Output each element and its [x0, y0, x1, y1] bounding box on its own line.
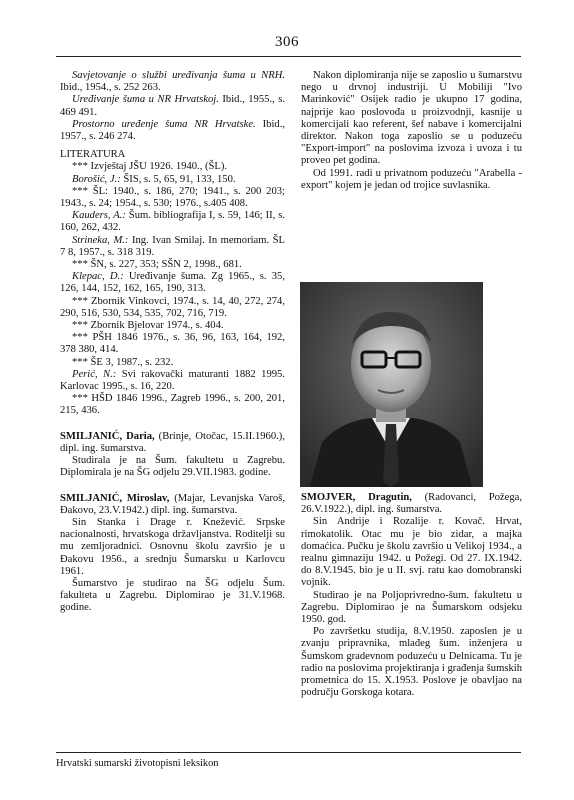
literature-item: *** Izvještaj JŠU 1926. 1940., (ŠL).	[72, 161, 228, 173]
reference-item: Uređivanje šuma u NR Hrvatskoj. Ibid., 1955., s. 469 491.	[60, 94, 285, 118]
entry-smiljanic-miroslav	[60, 493, 285, 615]
entry-body: Sin Andrije i Rozalije r. Kovač. Hrvat, rimokatolik. Otac mu je bio zidar, a majka domaćica. Pučku je školu završio u Velikoj 1934., a realnu gimnaziju 1942. u Požegi. Od 27. IX.1942. do 8.V.1945. bio je u II. svj. ratu kao domobranski vojnik.	[301, 516, 522, 589]
reference-item: Savjetovanje o službi uređivanja šuma u NRH. Ibid., 1954., s. 252 263.	[60, 70, 285, 94]
reference-item: Prostorno uređenje šuma NR Hrvatske. Ibid., 1957., s. 246 274.	[60, 118, 285, 143]
entry-body: Studirao je na Poljoprivredno-šum. fakultetu u Zagrebu. Diplomirao je na Šumarskom odsjeku 1950. god.	[301, 589, 522, 626]
prior-references	[60, 70, 285, 143]
literature-item: Klepac, D.: Uređivanje šuma. Zg 1965., s. 35, 126, 144, 152, 162, 165, 190, 313.	[60, 271, 285, 295]
literature-item: Kauders, A.: Šum. bibliografija I, s. 59, 146; II, s. 160, 262, 432.	[60, 210, 285, 234]
literature-item: *** HŠD 1846 1996., Zagreb 1996., s. 200, 201, 215, 436.	[60, 393, 285, 417]
entry-body: Šumarstvo je studirao na ŠG odjelu Šum. fakulteta u Zagrebu. Diplomirao je 31.V.1968. godine.	[60, 577, 285, 614]
footer-rule	[56, 752, 521, 753]
entry-heading: SMOJVER, Dragutin, (Radovanci, Požega, 26.V.1922.), dipl. ing. šumarstva.	[301, 492, 522, 516]
portrait-photo	[300, 282, 483, 487]
right-column	[301, 70, 522, 192]
literature-list	[60, 149, 285, 417]
literature-item: *** PŠH 1846 1976., s. 36, 96, 163, 164, 192, 378 380, 414.	[60, 332, 285, 356]
header-rule	[56, 56, 521, 57]
entry-body: Sin Stanka i Drage r. Knežević. Srpske nacionalnosti, hrvatskoga državljanstva. Roditelji su mu zemljoradnici. Osnovnu školu završio je u Đakovu 1956., a srednju Šumarsku u Karlovcu 1961.	[60, 516, 285, 577]
literature-item: *** Zbornik Bjelovar 1974., s. 404.	[72, 320, 224, 332]
portrait-image	[300, 282, 483, 487]
entry-body: Studirala je na Šum. fakultetu u Zagrebu. Diplomirala je na ŠG odjelu 29.VII.1983. godine.	[60, 455, 285, 479]
literature-item: *** ŠL: 1940., s. 186, 270; 1941., s. 200 203; 1943., s. 24; 1954., s. 530; 1976., s.405 408.	[60, 185, 285, 210]
entry-heading: SMILJANIĆ, Miroslav, (Majar, Levanjska Varoš, Đakovo, 23.V.1942.) dipl. ing. šumarstva.	[60, 492, 285, 516]
literature-item: *** Zbornik Vinkovci, 1974., s. 14, 40, 272, 274, 290, 516, 530, 534, 535, 702, 716, 719.	[60, 295, 285, 319]
entry-smojver-dragutin	[301, 492, 522, 699]
continuation-text: Nakon diplomiranja nije se zaposlio u šumarstvu nego u drvnoj industriji. U Mobiliji "Ivo Marinković" Osijek radio je ukupno 17 godina, najprije kao poslovođa u proizvodnji, kasnije u komercijali kao referent, šef nabave i komercijalni direktor. Nakon toga zaposlio se u poduzeću "Export-import" na poslovima izvoza i uvoza i tu proveo pet godina.	[301, 70, 522, 167]
entry-smiljanic-daria	[60, 431, 285, 480]
literature-item: Strineka, M.: Ing. Ivan Smilaj. In memoriam. ŠL 7 8, 1957., s. 318 319.	[60, 234, 286, 258]
right-column-lower	[301, 492, 522, 699]
literature-item: Perić, N.: Svi rakovački maturanti 1882 1995. Karlovac 1995., s. 16, 220.	[60, 368, 285, 393]
running-footer: Hrvatski sumarski životopisni leksikon	[56, 758, 219, 769]
page-number: 306	[275, 34, 299, 50]
continuation-text: Od 1991. radi u privatnom poduzeću "Arabella - export" kojem je jedan od trojice suvlasnika.	[301, 167, 522, 191]
literature-item: Borošić, J.: ŠIS, s. 5, 65, 91, 133, 150.	[72, 173, 236, 185]
literature-item: *** ŠN, s. 227, 353; SŠN 2, 1998., 681.	[72, 259, 242, 271]
literature-item: *** ŠE 3, 1987., s. 232.	[72, 356, 174, 368]
entry-body: Po završetku studija, 8.V.1950. zaposlen je u zvanju pripravnika, mlađeg šum. inženjera u Šumskom gradevnom poduzeću u Delnicama. Tu je radio na poslovima projektiranja i građenja šumskih prometnica do 15. X.1953. Poslove je obavljao na području Gorskoga kotara.	[301, 626, 522, 699]
entry-heading: SMILJANIĆ, Daria, (Brinje, Otočac, 15.II.1960.), dipl. ing. šumarstva.	[60, 430, 285, 454]
left-column	[60, 70, 285, 615]
literature-heading: LITERATURA	[60, 149, 126, 161]
